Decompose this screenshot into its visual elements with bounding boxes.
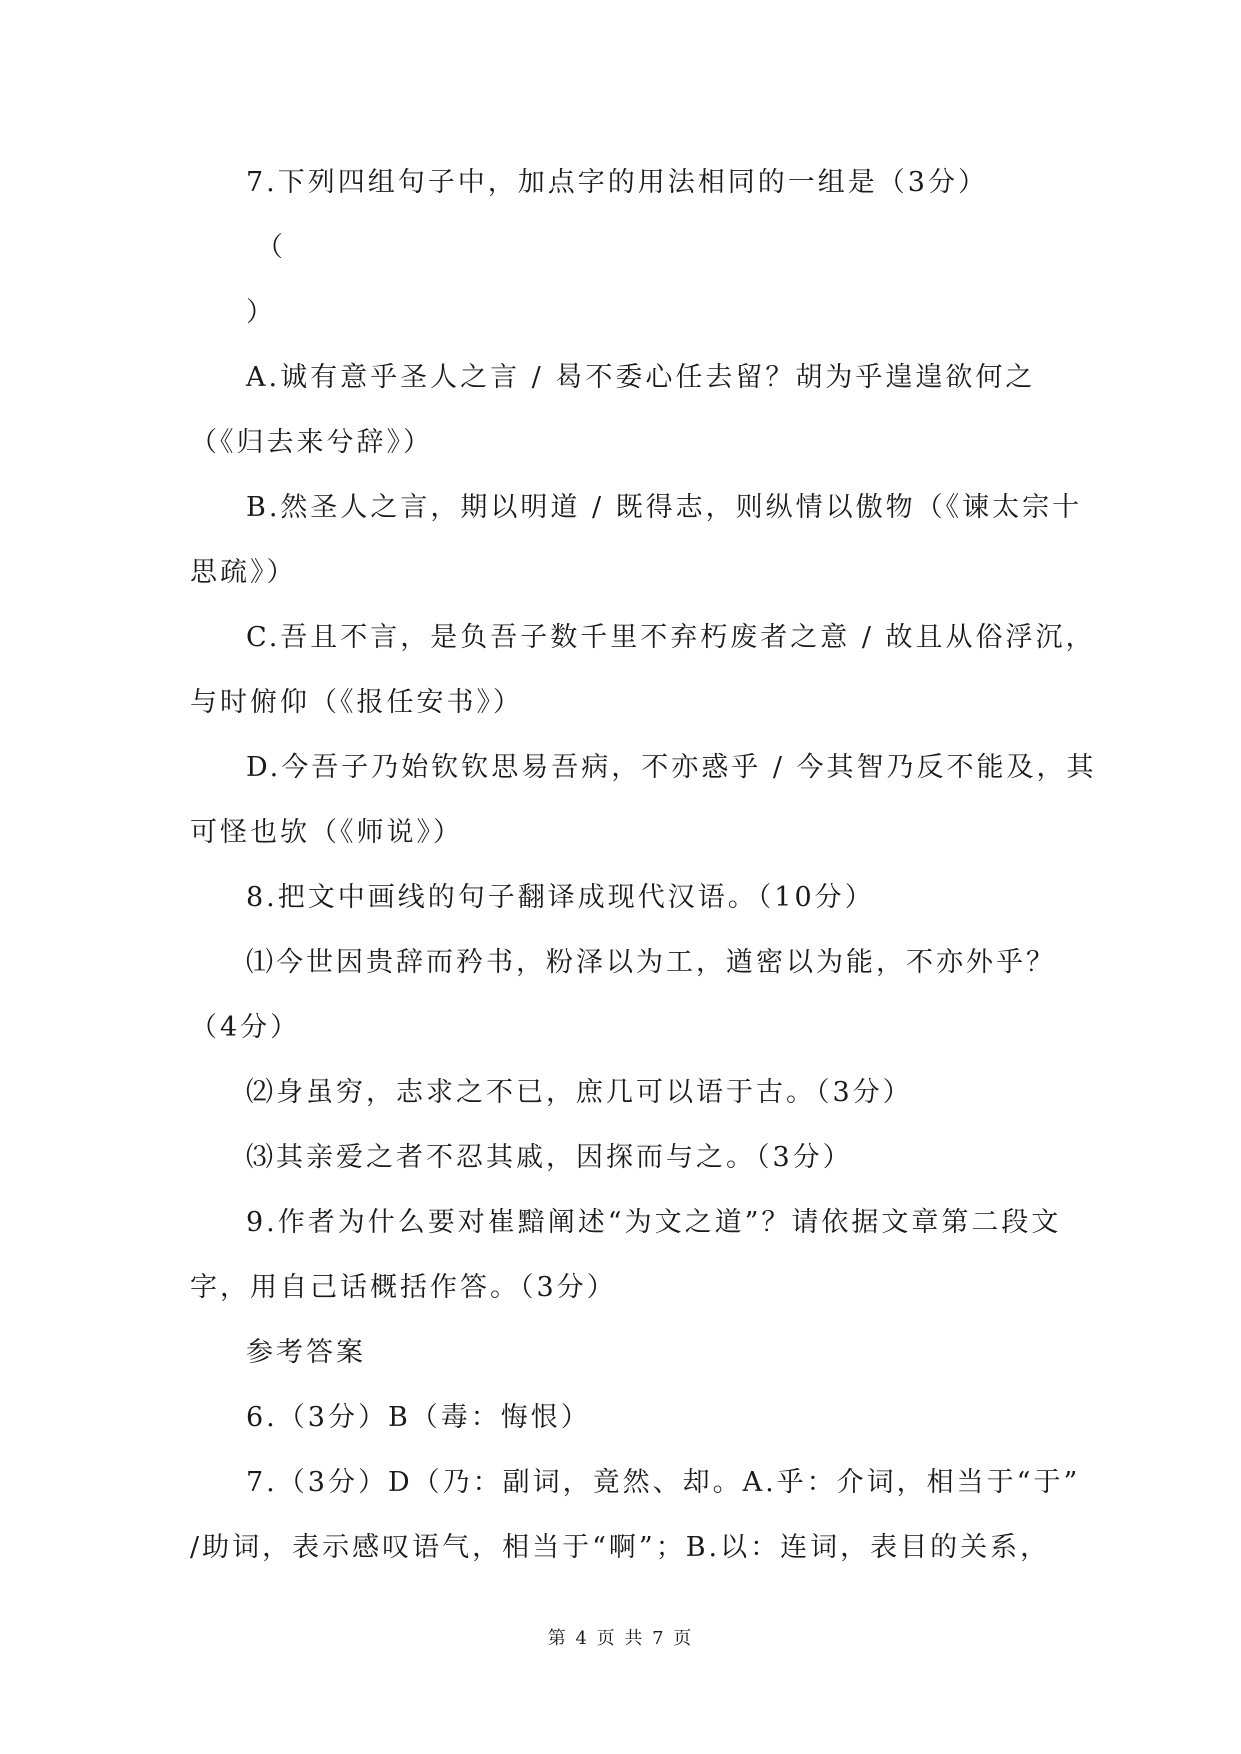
option-c-line-1: C.吾且不言，是负吾子数千里不弃朽废者之意 / 故且从俗浮沉，	[246, 622, 1096, 653]
option-d-line-2: 可怪也欤（《师说》）	[190, 817, 463, 848]
option-b-line-2: 思疏》）	[190, 557, 297, 588]
reference-answers-heading: 参考答案	[246, 1337, 366, 1368]
question-8-stem: 8.把文中画线的句子翻译成现代汉语。（10分）	[246, 882, 875, 913]
option-b-line-1: B.然圣人之言，期以明道 / 既得志，则纵情以傲物（《谏太宗十	[246, 492, 1083, 523]
answer-paren-close: ）	[246, 297, 276, 328]
question-8-item-3: ⑶其亲爱之者不忍其戚，因探而与之。（3分）	[246, 1142, 853, 1173]
page-footer: 第 4 页 共 7 页	[547, 1628, 694, 1649]
answer-paren-open: （	[256, 232, 286, 263]
option-a-line-2: （《归去来兮辞》）	[190, 427, 433, 458]
answer-6: 6.（3分）B（毒：悔恨）	[246, 1402, 591, 1433]
question-8-item-1-line-1: ⑴今世因贵辞而矜书，粉泽以为工，遒密以为能，不亦外乎？	[246, 947, 1056, 978]
question-7-stem: 7.下列四组句子中，加点字的用法相同的一组是（3分）	[246, 167, 988, 198]
question-9-line-2: 字，用自己话概括作答。（3分）	[190, 1272, 617, 1303]
option-c-line-2: 与时俯仰（《报任安书》）	[190, 687, 523, 718]
question-8-item-2: ⑵身虽穷，志求之不已，庶几可以语于古。（3分）	[246, 1077, 913, 1108]
answer-7-line-1: 7.（3分）D（乃：副词，竟然、却。A.乎：介词，相当于“于”	[246, 1467, 1081, 1498]
answer-7-line-2: /助词，表示感叹语气，相当于“啊”；B.以：连词，表目的关系，	[190, 1532, 1051, 1563]
question-9-line-1: 9.作者为什么要对崔黯阐述“为文之道”？请依据文章第二段文	[246, 1207, 1062, 1238]
question-8-item-1-line-2: （4分）	[190, 1012, 301, 1043]
option-d-line-1: D.今吾子乃始钦钦思易吾病，不亦惑乎 / 今其智乃反不能及，其	[246, 752, 1097, 783]
option-a-line-1: A.诚有意乎圣人之言 / 曷不委心任去留？胡为乎遑遑欲何之	[246, 362, 1036, 393]
